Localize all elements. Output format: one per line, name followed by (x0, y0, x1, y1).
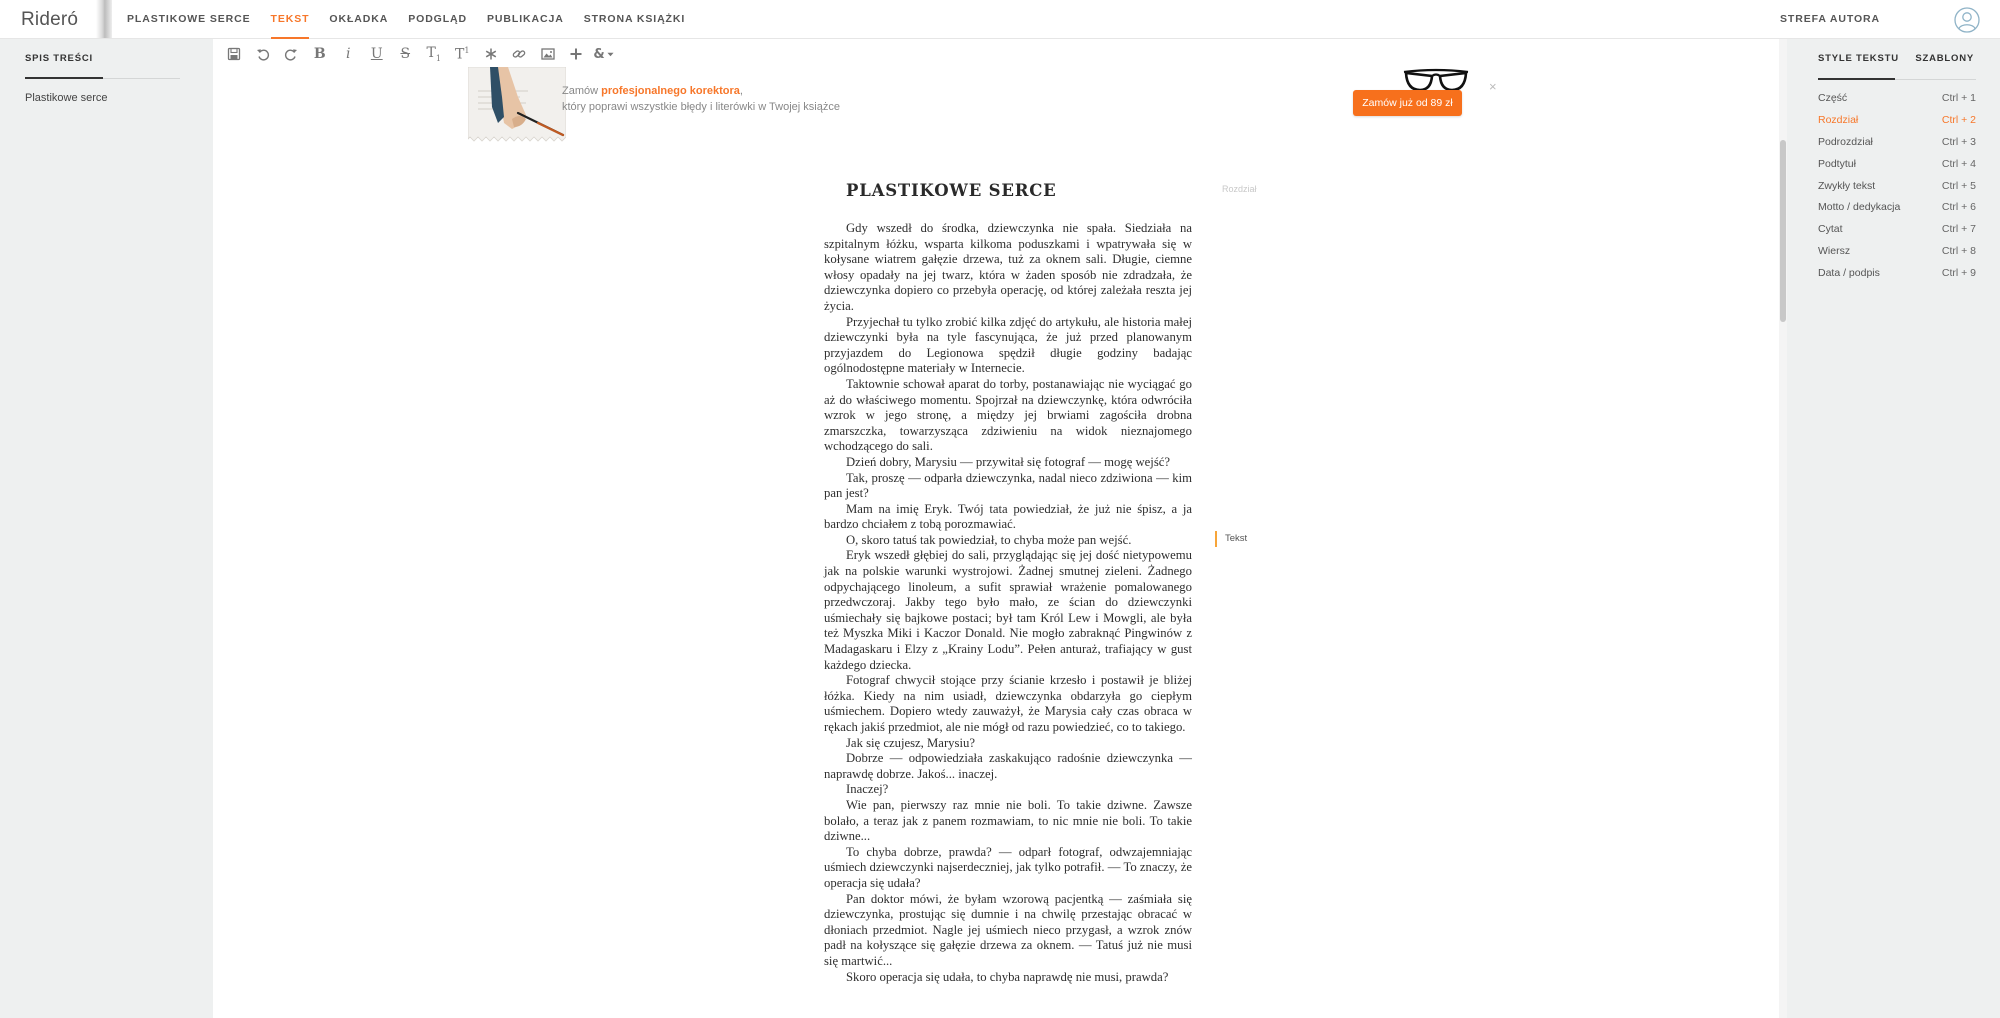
editor-toolbar (220, 44, 617, 64)
paragraph[interactable]: Eryk wszedł głębiej do sali, przyglądając się jej dość nietypowemu jak na polskie warunki wystrojowi. Żadnej smutnej zieleni. Żadnego odpychającego linoleum, a sufit sprawiał wrażenie pomalowanego przedwczoraj. Jakby tego było mało, ze ścian do dziewczynki uśmiechały się bajkowe postaci; był tam Król Lew i Mowgli, ale była też Myszka Miki i Kaczor Donald. Nie mogło zabraknąć Pingwinów z Madagaskaru i Elzy z „Krainy Lodu”. Pełen anturaż, trafiający w gust każdego dziecka. (824, 548, 1192, 672)
italic-button[interactable] (334, 44, 363, 64)
tab-templates[interactable]: SZABLONY (1915, 53, 1974, 64)
insert-button[interactable] (562, 44, 591, 64)
author-zone-link[interactable]: STREFA AUTORA (1780, 13, 1880, 25)
plus-icon (569, 47, 583, 61)
style-subtitle[interactable]: Podtytuł Ctrl + 4 (1818, 158, 1976, 170)
proofreader-promo-image (468, 67, 566, 145)
image-button[interactable] (534, 44, 563, 64)
superscript-icon: $T^1$ (455, 45, 470, 63)
link-icon (512, 47, 526, 61)
redo-button[interactable] (277, 44, 306, 64)
ampersand-icon: & (593, 46, 605, 62)
app-logo[interactable]: Rideró (21, 9, 79, 30)
nav-tab-preview[interactable]: PODGLĄD (408, 13, 468, 25)
promo-line-2: który poprawi wszystkie błędy i literówki w Twojej książce (562, 101, 840, 113)
style-date-signature[interactable]: Data / podpis Ctrl + 9 (1818, 267, 1976, 279)
paragraph[interactable]: Taktownie schował aparat do torby, postanawiając nie wyciągać go aż do właściwego momentu. Spojrzał na dziewczynkę, która odwróciła wzrok w jego stronę, a między jej brwiami zagościła drobna zmarszczka, towarzysząca zdziwieniu na widok nieznajomego wchodzącego do sali. (824, 376, 1192, 454)
superscript-button[interactable] (448, 44, 477, 64)
text-styles-panel (1787, 39, 2000, 1018)
bold-button[interactable] (306, 44, 335, 64)
proofreader-promo-text (562, 83, 840, 115)
asterisk-icon (484, 47, 498, 61)
paragraph[interactable]: Fotograf chwycił stojące przy ścianie krzesło i postawił je bliżej łóżka. Kiedy na nim usiadł, dziewczynka obdarzyła go ciepłym uśmiechem. Dopiero wtedy zauważył, że Marysia cały czas obraca w rękach jakiś przedmiot, ale nie mógł od razu powiedzieć, co to takiego. (824, 673, 1192, 734)
paragraph[interactable]: O, skoro tatuś tak powiedział, to chyba może pan wejść. (846, 532, 1132, 547)
strikethrough-icon: S (400, 46, 411, 62)
paragraph[interactable]: Pan doktor mówi, że byłam wzorową pacjentką — zaśmiała się dziewczynka, prostując się dumnie i na chwilę przestając obracać w dłoniach przedmiot. Nagle jej uśmiech nieco przygasł, a wzrok znów padł na kołyszące się gałęzie drzewa za oknem. — Tatuś już nie musi się martwić... (824, 891, 1192, 968)
order-proofreader-button[interactable]: Zamów już od 89 zł (1353, 90, 1462, 116)
top-bar (0, 0, 2000, 39)
style-subchapter[interactable]: Podrozdział Ctrl + 3 (1818, 136, 1976, 148)
image-icon (541, 47, 555, 61)
paragraph[interactable]: Przyjechał tu tylko zrobić kilka zdjęć do artykułu, ale historia małej dziewczynki była na tyle fascynująca, że już przed planowanym przyjazdem do Legionowa spędził długie godziny badając ogólnodostępne materiały w Internecie. (824, 314, 1192, 376)
scrollbar-thumb[interactable] (1780, 140, 1786, 322)
paragraph[interactable]: To chyba dobrze, prawda? — odparł fotograf, odwzajemniając uśmiech dziewczynki najserdeczniej, jak tylko potrafił. — To znaczy, że operacja się udała? (824, 844, 1192, 890)
nav-tab-book-page[interactable]: STRONA KSIĄŻKI (583, 13, 686, 25)
special-character-button[interactable] (477, 44, 506, 64)
paragraph[interactable]: Mam na imię Eryk. Twój tata powiedział, że już nie śpisz, a ja bardzo chciałem z tobą porozmawiać. (824, 501, 1192, 532)
toc-title: SPIS TREŚCI (25, 53, 93, 64)
paragraph[interactable]: Jak się czujesz, Marysiu? (846, 735, 975, 750)
underline-button[interactable] (363, 44, 392, 64)
save-icon (227, 47, 241, 61)
paragraph[interactable]: Gdy wszedł do środka, dziewczynka nie spała. Siedziała na szpitalnym łóżku, wsparta kilkoma poduszkami i wpatrywała się w kołysane wiatrem gałęzie drzewa, tuż za oknem sali. Długie, ciemne włosy opadały na jej twarz, która w żaden sposób nie zdradzała, że dziewczynka dopiero co przebyła operację, od której zależała reszta jej życia. (824, 221, 1192, 313)
user-avatar-icon[interactable] (1954, 7, 1980, 33)
nav-tab-book-title[interactable]: PLASTIKOWE SERCE (127, 13, 251, 25)
main-nav (117, 0, 695, 39)
promo-line-1: Zamów profesjonalnego korektora, (562, 85, 743, 97)
subscript-icon: $T_1$ (426, 44, 441, 63)
document-body[interactable] (824, 221, 1192, 985)
paragraph[interactable]: Dzień dobry, Marysiu — przywitał się fotograf — mogę wejść? (846, 454, 1171, 469)
toc-panel (0, 39, 213, 1018)
bold-icon: B (313, 46, 326, 62)
style-chapter[interactable]: Rozdział Ctrl + 2 (1818, 114, 1976, 126)
style-part[interactable]: Część Ctrl + 1 (1818, 92, 1976, 104)
promo-highlight: profesjonalnego korektora (601, 85, 740, 97)
nav-tab-text[interactable]: TEKST (261, 0, 320, 39)
save-button[interactable] (220, 44, 249, 64)
nav-tab-cover[interactable]: OKŁADKA (329, 13, 389, 25)
subscript-button[interactable] (420, 44, 449, 64)
undo-icon (256, 47, 270, 61)
paragraph[interactable]: Tak, proszę — odparła dziewczynka, nadal nieco zdziwiona — kim pan jest? (824, 470, 1192, 501)
tab-underline (1818, 79, 1976, 80)
editor-scrollbar[interactable] (1779, 39, 1787, 1018)
redo-icon (284, 47, 298, 61)
ampersand-dropdown[interactable] (591, 44, 617, 64)
paragraph[interactable]: Dobrze — odpowiedziała zaskakująco radośnie dziewczynka — naprawdę dobrze. Jakoś... inaczej. (824, 751, 1192, 781)
heading-style-marker: Rozdział (1222, 184, 1257, 194)
chapter-heading[interactable]: PLASTIKOWE SERCE (846, 181, 1057, 200)
paragraph[interactable]: Skoro operacja się udała, to chyba naprawdę nie musi, prawda? (846, 969, 1169, 984)
toc-item[interactable]: Plastikowe serce (25, 92, 108, 104)
paragraph[interactable]: Wie pan, pierwszy raz mnie nie boli. To takie dziwne. Zawsze bolało, a teraz jak z panem rozmawiam, to nic mnie nie boli. To takie dziwne... (824, 797, 1192, 844)
style-verse[interactable]: Wiersz Ctrl + 8 (1818, 245, 1976, 257)
logo-paper-tear-decoration (96, 0, 112, 38)
chevron-down-icon (607, 51, 614, 58)
paragraph[interactable]: Inaczej? (846, 782, 889, 797)
link-button[interactable] (505, 44, 534, 64)
style-motto[interactable]: Motto / dedykacja Ctrl + 6 (1818, 201, 1976, 213)
toc-title-underline (25, 78, 180, 79)
underline-icon: U (370, 46, 383, 62)
nav-tab-publication[interactable]: PUBLIKACJA (487, 13, 564, 25)
style-normal-text[interactable]: Zwykły tekst Ctrl + 5 (1818, 180, 1976, 192)
undo-button[interactable] (249, 44, 278, 64)
strikethrough-button[interactable] (391, 44, 420, 64)
style-quote[interactable]: Cytat Ctrl + 7 (1818, 223, 1976, 235)
tab-text-styles[interactable]: STYLE TEKSTU (1818, 53, 1899, 64)
italic-icon: i (346, 46, 351, 62)
close-icon[interactable]: × (1489, 79, 1497, 94)
body-style-marker: Tekst (1215, 531, 1247, 547)
